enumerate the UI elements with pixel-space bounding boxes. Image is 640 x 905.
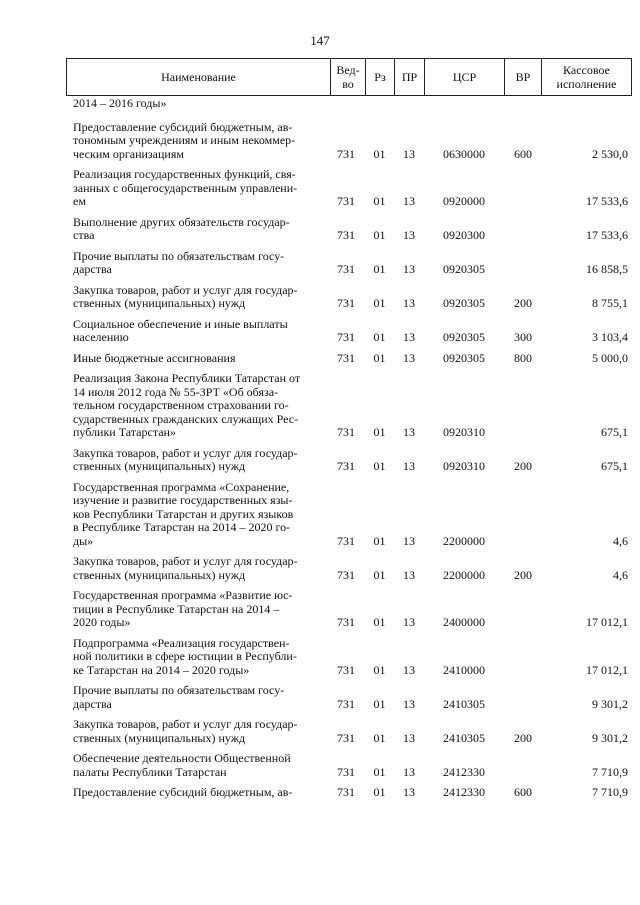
row-name xyxy=(73,121,327,162)
row-pr: 13 xyxy=(403,459,415,473)
row-ved: 731 xyxy=(337,764,355,779)
row-rz: 01 xyxy=(373,615,386,629)
row-name-line: Закупка товаров, работ и услуг для государ- xyxy=(73,554,298,568)
row-sum: 4,6 xyxy=(613,533,628,548)
row-ved: 731 xyxy=(337,262,355,276)
table-header xyxy=(66,58,632,96)
row-ved: 731 xyxy=(337,533,355,548)
row-pr: 13 xyxy=(403,330,415,344)
row-sum: 5 000,0 xyxy=(592,350,628,365)
row-ved: 731 xyxy=(337,785,355,799)
row-name xyxy=(73,786,327,800)
row-name-line: ке Татарстан на 2014 – 2020 годы» xyxy=(73,662,250,677)
row-sum: 9 301,2 xyxy=(592,696,628,711)
row-ved: 731 xyxy=(337,194,355,208)
row-name-line: Закупка товаров, работ и услуг для государ- xyxy=(73,717,298,731)
row-ved: 731 xyxy=(337,146,355,161)
header-ved xyxy=(330,59,365,95)
header-sum-line2: исполнение xyxy=(556,77,617,91)
row-sum: 17 012,1 xyxy=(586,615,628,629)
table-row xyxy=(73,752,628,779)
table-row xyxy=(73,372,628,440)
row-csr: 0920305 xyxy=(443,296,485,310)
header-ved-line1: Вед- xyxy=(336,63,360,77)
row-csr: 0920300 xyxy=(443,228,485,242)
table-row xyxy=(73,786,628,800)
row-csr: 2200000 xyxy=(443,533,485,548)
row-csr: 2410305 xyxy=(443,696,485,711)
row-name-line: Закупка товаров, работ и услуг для государ- xyxy=(73,445,298,460)
row-name-line: Социальное обеспечение и иные выплаты xyxy=(73,316,288,331)
row-sum: 675,1 xyxy=(601,459,628,473)
row-ved: 731 xyxy=(337,330,355,344)
row-pr: 13 xyxy=(403,146,415,161)
row-name-line: Прочие выплаты по обязательствам госу- xyxy=(73,683,285,697)
row-csr: 0920305 xyxy=(443,330,485,344)
table-row xyxy=(73,447,628,474)
row-name-line: тиции в Республике Татарстан на 2014 – xyxy=(73,601,280,616)
row-ved: 731 xyxy=(337,228,355,242)
row-csr: 2410000 xyxy=(443,662,485,677)
row-csr: 2200000 xyxy=(443,567,485,582)
table-row xyxy=(73,318,628,345)
row-name-line: ков Республики Татарстан и других языков xyxy=(73,506,294,521)
row-name-line: Обеспечение деятельности Общественной xyxy=(73,751,291,765)
row-name-line: Предоставление субсидий бюджетным, ав- xyxy=(73,785,293,799)
row-rz: 01 xyxy=(373,350,386,365)
row-name-line: Государственная программа «Сохранение, xyxy=(73,479,290,494)
row-name xyxy=(73,97,327,111)
row-name-line: ной политики в сфере юстиции в Республи- xyxy=(73,649,297,663)
row-name-line: населению xyxy=(73,330,129,344)
row-csr: 0920000 xyxy=(443,194,485,208)
row-ved: 731 xyxy=(337,350,355,365)
row-pr: 13 xyxy=(403,533,415,548)
row-name-line: Закупка товаров, работ и услуг для государ- xyxy=(73,282,298,297)
row-name-line: ства xyxy=(73,228,95,242)
row-sum: 16 858,5 xyxy=(586,262,628,276)
row-pr: 13 xyxy=(403,662,415,677)
row-sum: 675,1 xyxy=(601,425,628,439)
row-sum: 8 755,1 xyxy=(592,296,628,310)
header-vr: ВР xyxy=(504,59,541,95)
row-name-line: Предоставление субсидий бюджетным, ав- xyxy=(73,119,293,134)
row-pr: 13 xyxy=(403,262,415,276)
row-pr: 13 xyxy=(403,567,415,582)
row-name xyxy=(73,216,327,243)
table-row xyxy=(73,216,628,243)
row-name-line: Реализация государственных функций, свя- xyxy=(73,167,296,181)
row-name-line: публики Татарстан» xyxy=(73,425,176,439)
row-csr: 0920305 xyxy=(443,262,485,276)
row-rz: 01 xyxy=(373,146,386,161)
row-rz: 01 xyxy=(373,459,386,473)
row-sum: 9 301,2 xyxy=(592,730,628,745)
row-rz: 01 xyxy=(373,533,386,548)
row-name xyxy=(73,447,327,474)
row-name xyxy=(73,318,327,345)
row-rz: 01 xyxy=(373,228,386,242)
row-name xyxy=(73,168,327,209)
header-ved-line2: во xyxy=(342,77,354,91)
row-name-line: Иные бюджетные ассигнования xyxy=(73,350,236,365)
header-pr: ПР xyxy=(394,59,424,95)
row-name-line: ственных (муниципальных) нужд xyxy=(73,296,246,310)
row-rz: 01 xyxy=(373,696,386,711)
row-vr: 200 xyxy=(514,730,532,745)
row-name-line: занных с общегосударственным управлени- xyxy=(73,180,298,195)
table-row xyxy=(73,168,628,209)
row-name xyxy=(73,284,327,311)
row-sum: 17 533,6 xyxy=(586,194,628,208)
row-ved: 731 xyxy=(337,296,355,310)
row-rz: 01 xyxy=(373,730,386,745)
row-name xyxy=(73,752,327,779)
row-name xyxy=(73,352,327,366)
row-name-line: Государственная программа «Развитие юс- xyxy=(73,588,293,602)
row-name xyxy=(73,372,327,440)
row-name-line: 2020 годы» xyxy=(73,615,131,629)
row-ved: 731 xyxy=(337,567,355,582)
row-vr: 300 xyxy=(514,330,532,344)
row-sum: 2 530,0 xyxy=(592,146,628,161)
row-sum: 4,6 xyxy=(613,567,628,582)
row-name xyxy=(73,555,327,582)
row-name-line: изучение и развитие государственных язы- xyxy=(73,493,293,507)
row-rz: 01 xyxy=(373,764,386,779)
row-name xyxy=(73,684,327,711)
row-pr: 13 xyxy=(403,696,415,711)
row-name-line: тельном государственном страховании го- xyxy=(73,398,289,412)
header-sum xyxy=(541,59,631,95)
row-pr: 13 xyxy=(403,350,415,365)
row-pr: 13 xyxy=(403,425,415,439)
row-sum: 7 710,9 xyxy=(592,785,628,799)
header-name: Наименование xyxy=(161,70,236,84)
header-rz: Рз xyxy=(365,59,394,95)
table-row xyxy=(73,121,628,162)
table-row xyxy=(73,352,628,366)
table-row xyxy=(73,637,628,678)
row-name-line: палаты Республики Татарстан xyxy=(73,764,227,779)
row-name-line: ческим организациям xyxy=(73,146,184,161)
row-pr: 13 xyxy=(403,730,415,745)
row-csr: 2410305 xyxy=(443,730,485,745)
row-rz: 01 xyxy=(373,194,386,208)
row-name-line: дарства xyxy=(73,262,112,276)
row-name xyxy=(73,589,327,630)
row-name-line: Прочие выплаты по обязательствам госу- xyxy=(73,248,285,263)
page-number: 147 xyxy=(310,33,330,48)
row-sum: 17 533,6 xyxy=(586,228,628,242)
header-csr: ЦСР xyxy=(424,59,504,95)
row-vr: 800 xyxy=(514,350,532,365)
row-rz: 01 xyxy=(373,567,386,582)
row-name-line: дарства xyxy=(73,696,112,711)
row-csr: 2412330 xyxy=(443,785,485,799)
row-name-line: ды» xyxy=(73,533,94,548)
row-name-line: Подпрограмма «Реализация государствен- xyxy=(73,635,290,650)
row-ved: 731 xyxy=(337,615,355,629)
row-name-line: Реализация Закона Республики Татарстан от xyxy=(73,371,301,385)
row-name-line: в Республике Татарстан на 2014 – 2020 го- xyxy=(73,520,291,534)
row-ved: 731 xyxy=(337,696,355,711)
header-sum-line1: Кассовое xyxy=(563,63,610,77)
row-pr: 13 xyxy=(403,615,415,629)
row-name-line: ственных (муниципальных) нужд xyxy=(73,459,246,473)
table-body xyxy=(73,97,628,807)
table-row xyxy=(73,684,628,711)
table-row xyxy=(73,718,628,745)
row-csr: 0630000 xyxy=(443,146,485,161)
row-name-line: 14 июля 2012 года № 55-ЗРТ «Об обяза- xyxy=(73,384,279,399)
row-rz: 01 xyxy=(373,330,386,344)
row-vr: 200 xyxy=(514,459,532,473)
row-sum: 17 012,1 xyxy=(586,662,628,677)
row-sum: 7 710,9 xyxy=(592,764,628,779)
row-rz: 01 xyxy=(373,262,386,276)
row-name-line: Выполнение других обязательств государ- xyxy=(73,214,290,229)
row-pr: 13 xyxy=(403,194,415,208)
table-row xyxy=(73,481,628,549)
row-vr: 600 xyxy=(514,785,532,799)
row-pr: 13 xyxy=(403,296,415,310)
row-pr: 13 xyxy=(403,785,415,799)
row-ved: 731 xyxy=(337,425,355,439)
row-name xyxy=(73,481,327,549)
table-row xyxy=(73,250,628,277)
row-name-line: ем xyxy=(73,194,86,208)
row-sum: 3 103,4 xyxy=(592,330,628,344)
row-ved: 731 xyxy=(337,662,355,677)
row-csr: 2412330 xyxy=(443,764,485,779)
row-name xyxy=(73,637,327,678)
row-ved: 731 xyxy=(337,730,355,745)
row-rz: 01 xyxy=(373,425,386,439)
table-row xyxy=(73,555,628,582)
row-rz: 01 xyxy=(373,785,386,799)
row-csr: 2400000 xyxy=(443,615,485,629)
row-vr: 600 xyxy=(514,146,532,161)
row-name-line: 2014 – 2016 годы» xyxy=(73,96,167,110)
row-pr: 13 xyxy=(403,764,415,779)
row-rz: 01 xyxy=(373,662,386,677)
row-rz: 01 xyxy=(373,296,386,310)
row-csr: 0920310 xyxy=(443,459,485,473)
row-ved: 731 xyxy=(337,459,355,473)
row-csr: 0920310 xyxy=(443,425,485,439)
row-name xyxy=(73,718,327,745)
table-row xyxy=(73,284,628,311)
row-name-line: ственных (муниципальных) нужд xyxy=(73,567,246,582)
row-vr: 200 xyxy=(514,567,532,582)
row-name-line: тономным учреждениям и иным некоммер- xyxy=(73,133,296,147)
row-csr: 0920305 xyxy=(443,350,485,365)
row-name-line: ственных (муниципальных) нужд xyxy=(73,730,246,745)
table-row xyxy=(73,589,628,630)
row-pr: 13 xyxy=(403,228,415,242)
row-name-line: сударственных гражданских служащих Рес- xyxy=(73,411,299,426)
row-name xyxy=(73,250,327,277)
table-row xyxy=(73,97,628,111)
row-vr: 200 xyxy=(514,296,532,310)
